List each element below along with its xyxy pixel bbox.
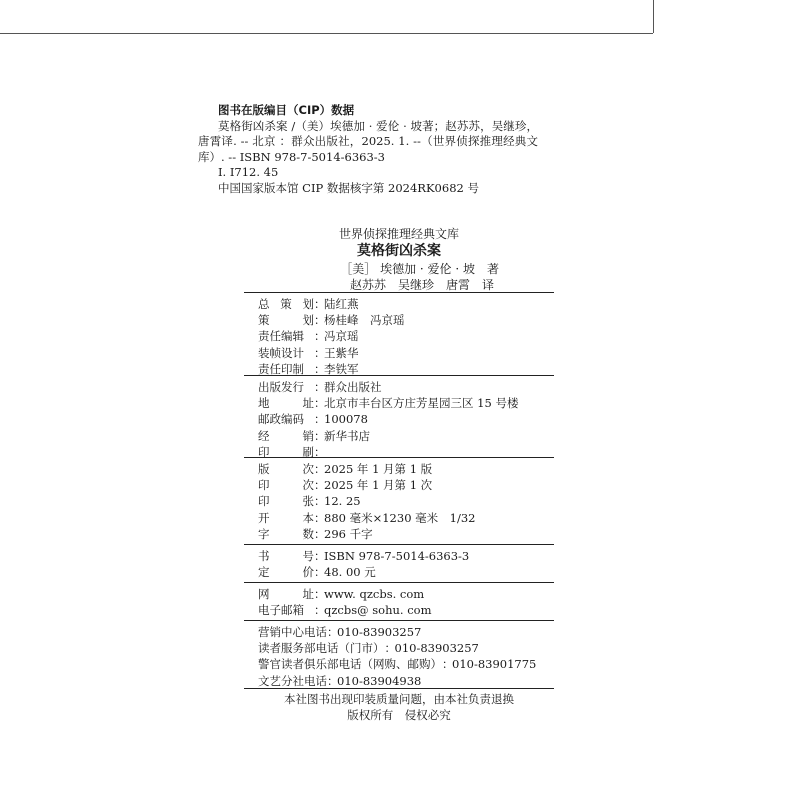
copyright-notice: 版权所有 侵权必究: [347, 708, 451, 722]
publisher-row: [244, 411, 554, 427]
field-label: 印 张: [258, 494, 314, 509]
label-colon: ：: [314, 444, 326, 459]
web-row: [244, 586, 554, 602]
field-label: 责任印制: [258, 361, 304, 376]
quality-notice: 本社图书出现印装质量问题，由本社负责退换: [284, 692, 514, 706]
isbn-price-row: [244, 564, 554, 580]
field-label: 装帧设计: [258, 345, 304, 360]
field-label: 印 次: [258, 478, 314, 493]
field-label: 读者服务部电话（门市）: [258, 641, 385, 656]
edition-row: [244, 510, 554, 526]
field-value: ISBN 978-7-5014-6363-3: [324, 549, 470, 563]
staff-row: [244, 312, 554, 328]
label-colon: ：: [314, 587, 326, 601]
phones-row: [244, 656, 554, 672]
field-label: 地 址: [258, 396, 314, 411]
isbn-price-row: [244, 548, 554, 564]
field-label: 责任编辑: [258, 329, 304, 344]
field-value: 李铁军: [324, 361, 359, 376]
field-value: 群众出版社: [324, 380, 382, 394]
label-colon: ：: [314, 526, 326, 541]
label-colon: ：: [314, 396, 326, 411]
field-label: 开 本: [258, 510, 314, 525]
label-colon: ：: [314, 297, 326, 311]
phones-section: [244, 620, 554, 689]
isbn-price-section: [244, 544, 554, 580]
publisher-row: [244, 428, 554, 444]
cip-block: [198, 103, 538, 196]
cip-record-note: 中国国家版本馆 CIP 数据核字第 2024RK0682 号: [218, 180, 479, 195]
book-title: 莫格街凶杀案: [357, 243, 441, 259]
field-value: 296 千字: [324, 526, 373, 541]
field-value: 010-83901775: [452, 657, 537, 672]
field-label: 版 次: [258, 462, 314, 476]
field-value: 北京市丰台区方庄芳星园三区 15 号楼: [324, 396, 519, 411]
field-value: qzcbs@ sohu. com: [324, 603, 432, 618]
label-colon: ：: [314, 478, 326, 493]
cip-body: 莫格街凶杀案 /（美）埃德加 · 爱伦 · 坡著；赵苏苏，吴继珍，唐霄译. -- 北京 ：群众出版社，2025. 1. --（世界侦探推理经典文库）. -- ISBN 978-7-5014-6363-3: [198, 118, 538, 164]
label-colon: ：: [327, 625, 339, 639]
field-label: 字 数: [258, 526, 314, 541]
right-crop-rule: [653, 0, 654, 33]
field-value: 2025 年 1 月第 1 次: [324, 478, 433, 493]
field-label: 书 号: [258, 549, 314, 563]
label-colon: ：: [314, 603, 326, 618]
phones-row: [244, 673, 554, 689]
staff-row: [244, 345, 554, 361]
label-colon: ：: [327, 673, 339, 688]
web-section: [244, 582, 554, 618]
field-value: www. qzcbs. com: [324, 587, 425, 601]
label-colon: ：: [314, 313, 326, 328]
publisher-section: [244, 375, 554, 460]
field-value: 010-83903257: [337, 625, 422, 639]
field-label: 电子邮箱: [258, 603, 304, 618]
publisher-row: [244, 395, 554, 411]
field-value: 010-83903257: [394, 641, 479, 656]
field-value: 010-83904938: [337, 673, 422, 688]
staff-row: [244, 296, 554, 312]
field-label: 网 址: [258, 587, 314, 601]
label-colon: ：: [384, 641, 396, 656]
label-colon: ：: [314, 345, 326, 360]
edition-row: [244, 526, 554, 542]
field-label: 总 策 划: [258, 297, 314, 311]
field-label: 经 销: [258, 428, 314, 443]
field-label: 印 刷: [258, 444, 314, 459]
field-value: 2025 年 1 月第 1 版: [324, 462, 433, 476]
field-value: 12. 25: [324, 494, 361, 509]
field-label: 警官读者俱乐部电话（网购、邮购）: [258, 657, 442, 672]
label-colon: ：: [314, 549, 326, 563]
title-block: [244, 226, 554, 293]
staff-row: [244, 328, 554, 344]
phones-row: [244, 640, 554, 656]
label-colon: ：: [314, 462, 326, 476]
footer: [244, 688, 554, 723]
edition-row: [244, 493, 554, 509]
field-value: 王紫华: [324, 345, 359, 360]
field-label: 营销中心电话: [258, 625, 327, 639]
label-colon: ：: [442, 657, 454, 672]
edition-section: [244, 457, 554, 542]
label-colon: ：: [314, 510, 326, 525]
label-colon: ：: [314, 329, 326, 344]
series-name: 世界侦探推理经典文库: [338, 227, 459, 241]
field-value: 48. 00 元: [324, 565, 376, 580]
translator-line: 赵苏苏 吴继珍 唐霄 译: [349, 278, 494, 292]
field-value: 880 毫米×1230 毫米 1/32: [324, 510, 476, 525]
field-label: 定 价: [258, 565, 314, 580]
field-label: 邮政编码: [258, 412, 304, 427]
staff-section: [244, 292, 554, 377]
field-value: 新华书店: [324, 428, 370, 443]
edition-row: [244, 477, 554, 493]
label-colon: ：: [314, 565, 326, 580]
label-colon: ：: [314, 412, 326, 427]
field-label: 出版发行: [258, 380, 304, 394]
field-label: 策 划: [258, 313, 314, 328]
label-colon: ：: [314, 494, 326, 509]
field-value: 100078: [324, 412, 368, 427]
cip-classification: Ⅰ. I712. 45: [218, 165, 279, 179]
top-crop-rule: [0, 33, 653, 34]
edition-row: [244, 461, 554, 477]
label-colon: ：: [314, 361, 326, 376]
author-line: ［美］ 埃德加 · 爱伦 · 坡 著: [340, 262, 499, 276]
label-colon: ：: [314, 428, 326, 443]
field-value: 陆红燕: [324, 297, 359, 311]
web-row: [244, 602, 554, 618]
field-label: 文艺分社电话: [258, 673, 327, 688]
publisher-row: [244, 379, 554, 395]
cip-title: 图书在版编目（CIP）数据: [218, 103, 355, 117]
phones-row: [244, 624, 554, 640]
field-value: 杨桂峰 冯京瑶: [324, 313, 405, 328]
field-value: 冯京瑶: [324, 329, 359, 344]
label-colon: ：: [314, 380, 326, 394]
